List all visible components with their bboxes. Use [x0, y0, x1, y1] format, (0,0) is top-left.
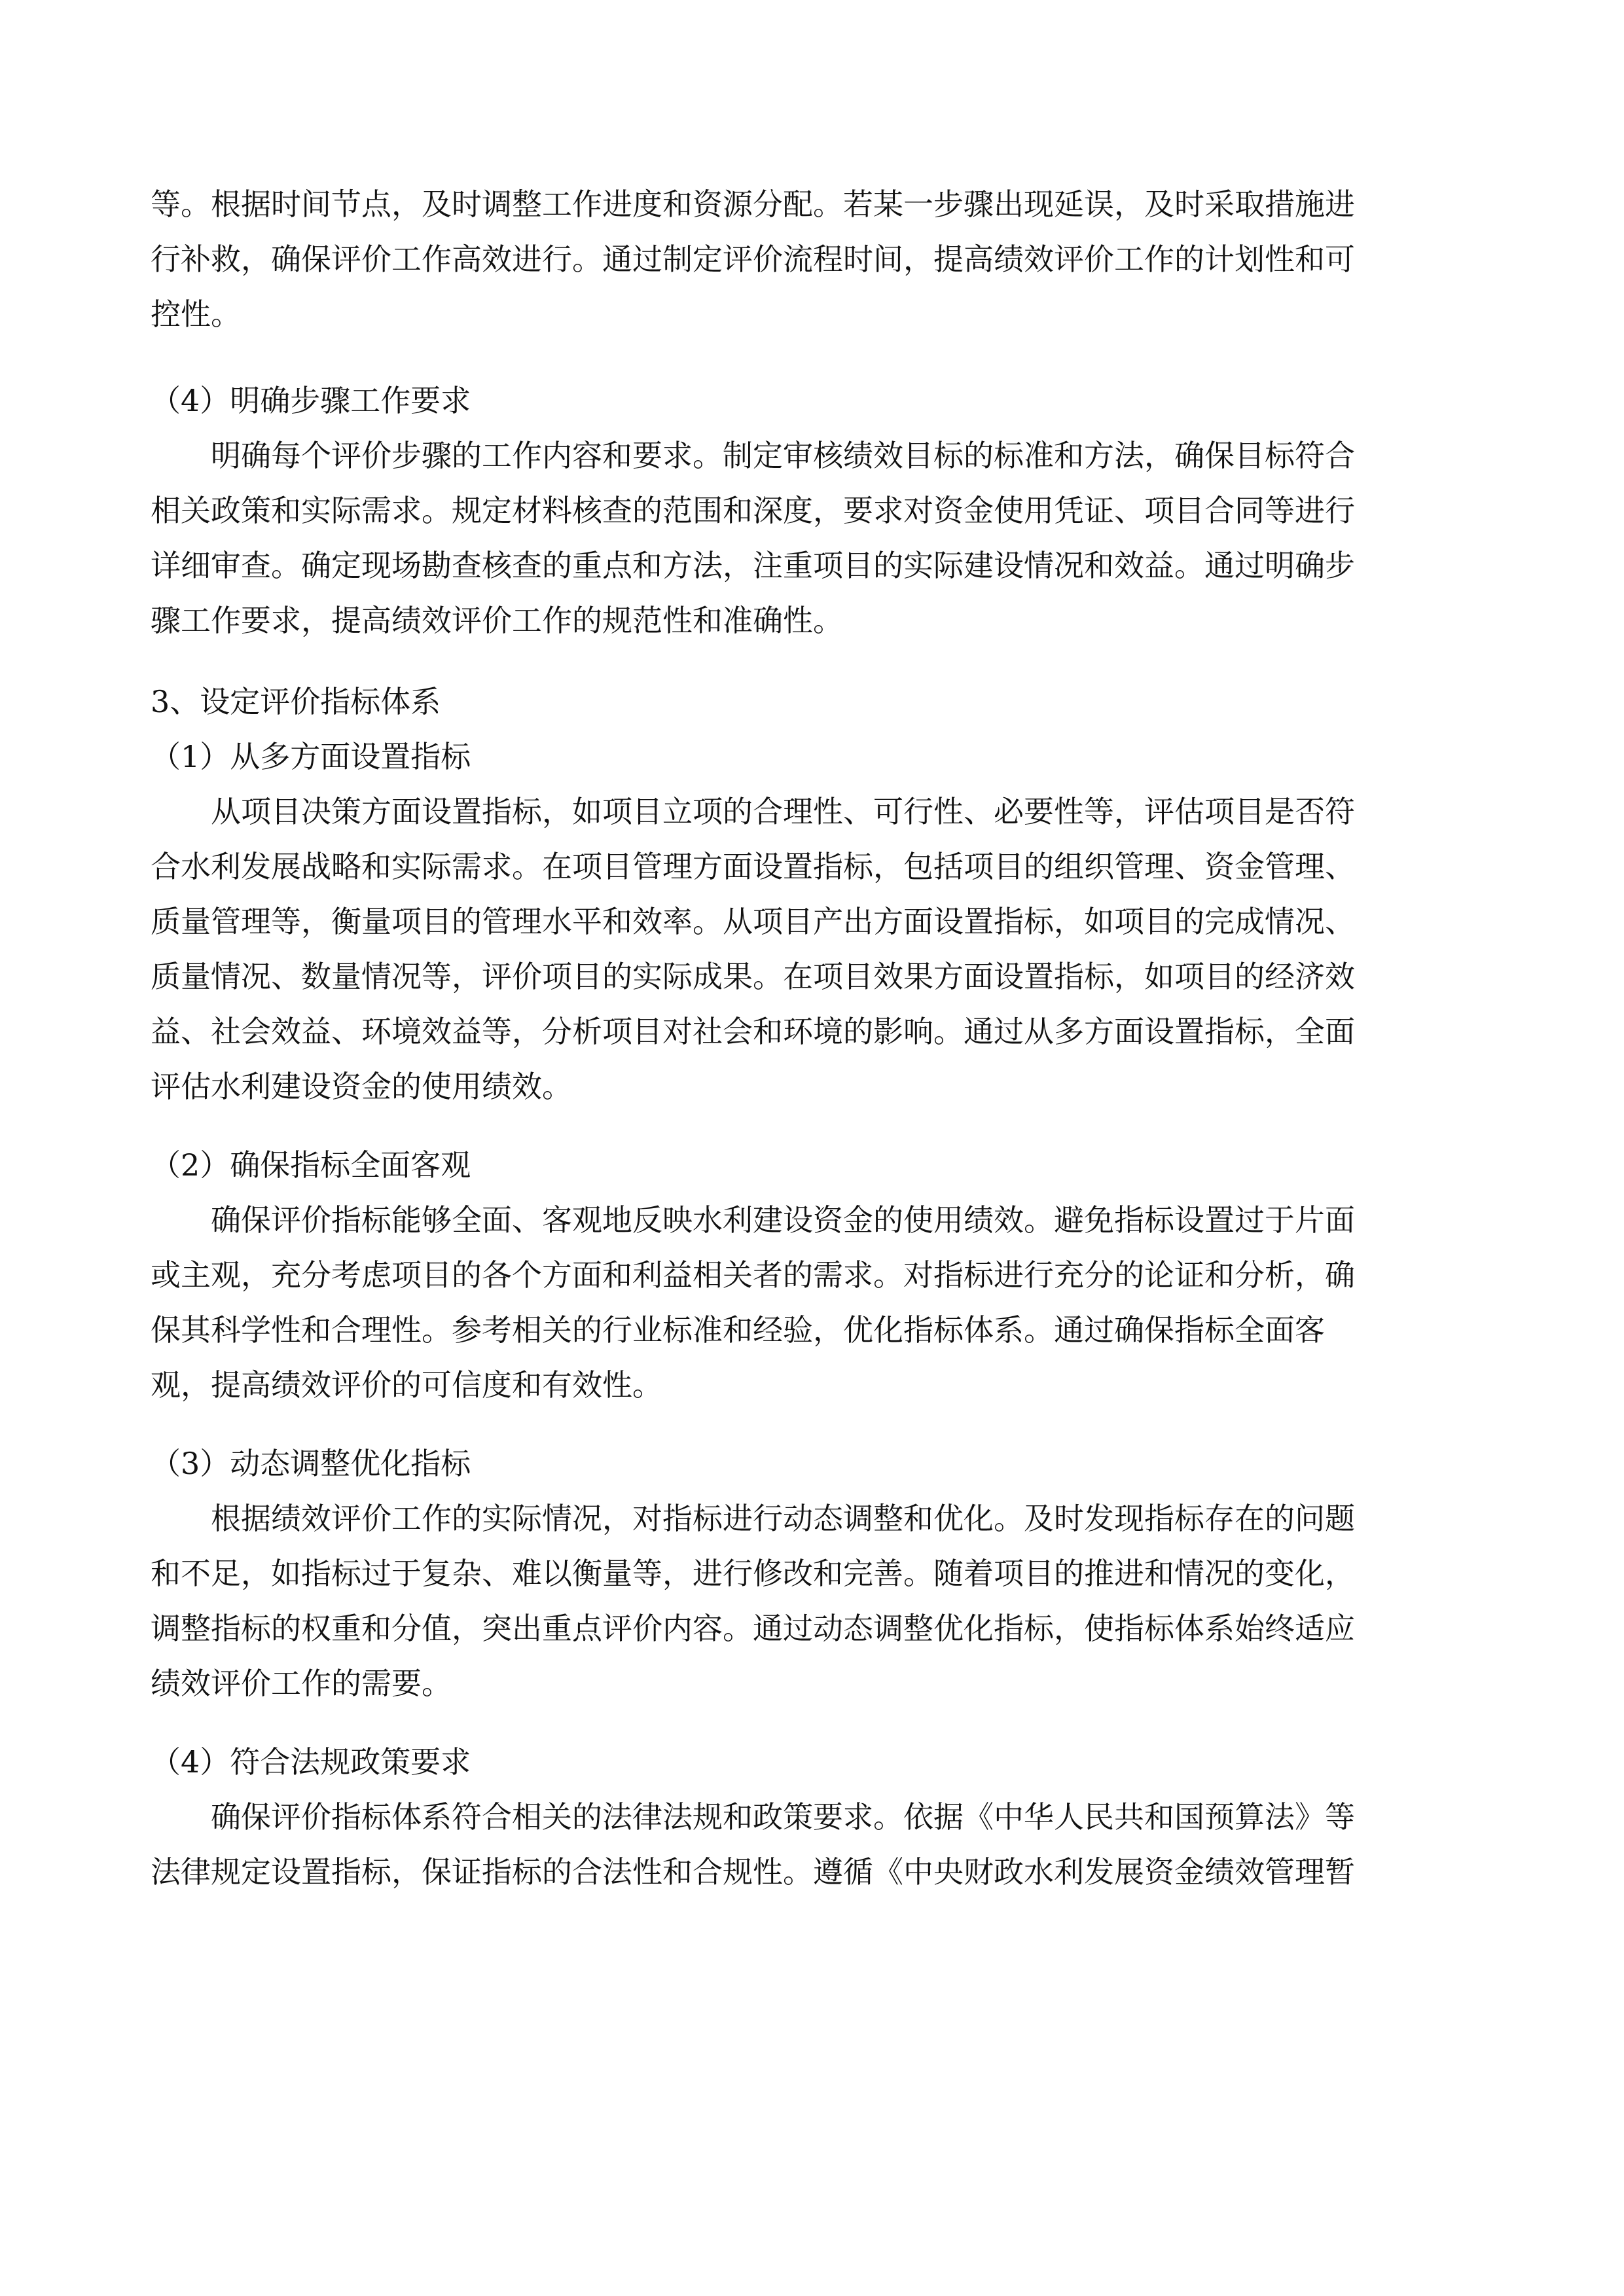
text-line: 质量管理等，衡量项目的管理水平和效率。从项目产出方面设置指标，如项目的完成情况、	[151, 904, 1355, 939]
text-line: 合水利发展战略和实际需求。在项目管理方面设置指标，包括项目的组织管理、资金管理、	[151, 849, 1355, 884]
subsection-heading: （4）符合法规政策要求	[151, 1744, 471, 1780]
text-line: 控性。	[151, 296, 241, 332]
text-line: 绩效评价工作的需要。	[151, 1666, 452, 1701]
text-line: 和不足，如指标过于复杂、难以衡量等，进行修改和完善。随着项目的推进和情况的变化，	[151, 1556, 1355, 1591]
text-line: 质量情况、数量情况等，评价项目的实际成果。在项目效果方面设置指标，如项目的经济效	[151, 959, 1355, 994]
text-line: 相关政策和实际需求。规定材料核查的范围和深度，要求对资金使用凭证、项目合同等进行	[151, 493, 1355, 528]
text-line: 或主观，充分考虑项目的各个方面和利益相关者的需求。对指标进行充分的论证和分析，确	[151, 1257, 1355, 1293]
text-line: 益、社会效益、环境效益等，分析项目对社会和环境的影响。通过从多方面设置指标，全面	[151, 1014, 1355, 1049]
subsection-heading: （3）动态调整优化指标	[151, 1446, 471, 1481]
subsection-heading: （4）明确步骤工作要求	[151, 383, 471, 418]
text-line: 确保评价指标体系符合相关的法律法规和政策要求。依据《中华人民共和国预算法》等	[211, 1799, 1355, 1835]
text-line: 等。根据时间节点，及时调整工作进度和资源分配。若某一步骤出现延误，及时采取措施进	[151, 187, 1355, 222]
text-line: 明确每个评价步骤的工作内容和要求。制定审核绩效目标的标准和方法，确保目标符合	[211, 438, 1355, 473]
text-line: 详细审查。确定现场勘查核查的重点和方法，注重项目的实际建设情况和效益。通过明确步	[151, 548, 1355, 583]
text-line: 骤工作要求，提高绩效评价工作的规范性和准确性。	[151, 603, 843, 638]
subsection-heading: （1）从多方面设置指标	[151, 739, 471, 774]
subsection-heading: （2）确保指标全面客观	[151, 1147, 471, 1183]
document-page	[151, 177, 1479, 1899]
text-line: 观，提高绩效评价的可信度和有效性。	[151, 1367, 662, 1403]
text-line: 确保评价指标能够全面、客观地反映水利建设资金的使用绩效。避免指标设置过于片面	[211, 1202, 1355, 1238]
text-line: 行补救，确保评价工作高效进行。通过制定评价流程时间，提高绩效评价工作的计划性和可	[151, 242, 1355, 277]
text-line: 调整指标的权重和分值，突出重点评价内容。通过动态调整优化指标，使指标体系始终适应	[151, 1611, 1355, 1646]
text-line: 评估水利建设资金的使用绩效。	[151, 1069, 572, 1104]
text-line: 法律规定设置指标，保证指标的合法性和合规性。遵循《中央财政水利发展资金绩效管理暂	[151, 1854, 1355, 1890]
text-line: 保其科学性和合理性。参考相关的行业标准和经验，优化指标体系。通过确保指标全面客	[151, 1312, 1325, 1348]
text-line: 根据绩效评价工作的实际情况，对指标进行动态调整和优化。及时发现指标存在的问题	[211, 1501, 1355, 1536]
section-heading: 3、设定评价指标体系	[151, 684, 441, 719]
text-line: 从项目决策方面设置指标，如项目立项的合理性、可行性、必要性等，评估项目是否符	[211, 794, 1355, 829]
